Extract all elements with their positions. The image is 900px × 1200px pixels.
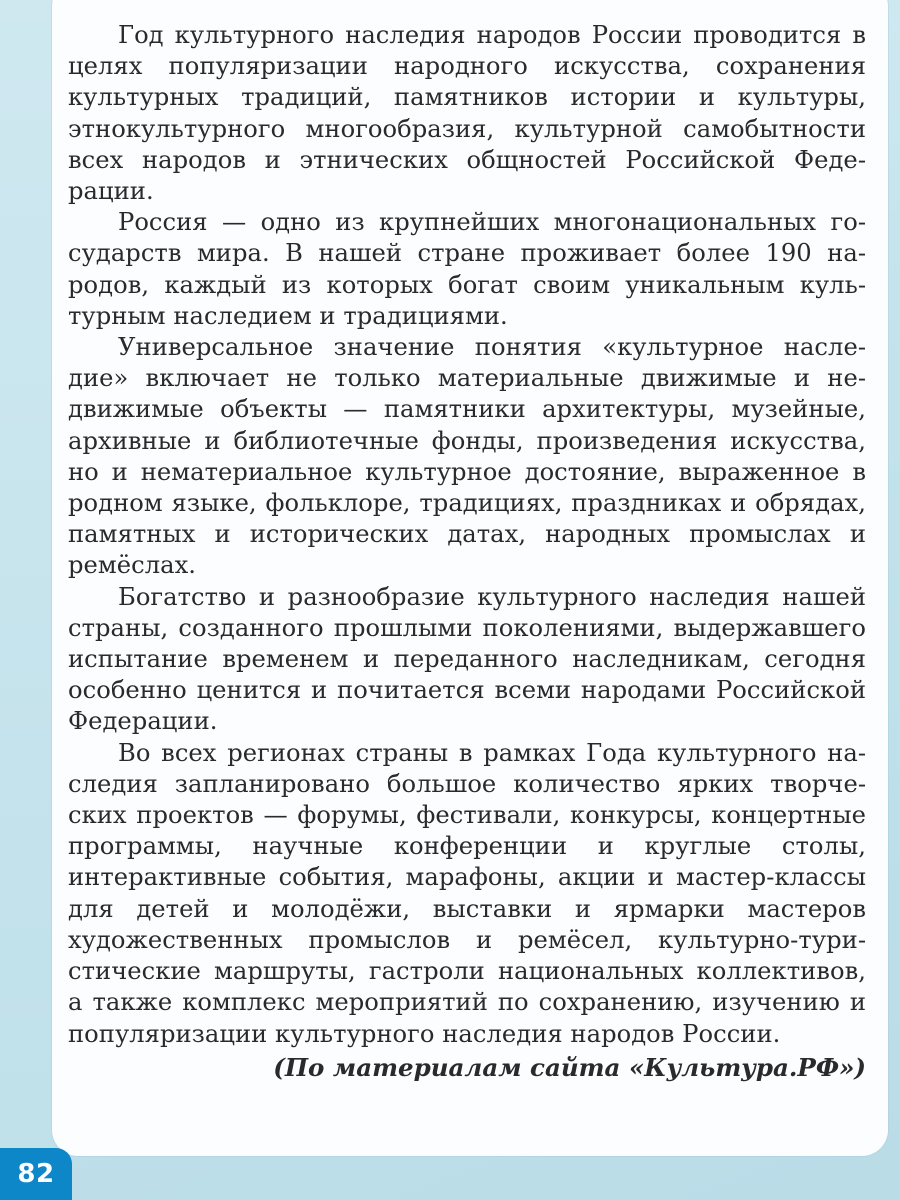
page-number: 82 — [0, 1148, 72, 1200]
paragraph-4: Богатство и разнообразие культурного наследия нашей страны, созданного прошлыми поколениями, выдержавшего испытание временем и переданного наследникам, сегодня особенно ценится и почитается всеми народами Российской Федерации. — [68, 582, 866, 736]
paragraph-2: Россия — одно из крупнейших многонациональных государств мира. В нашей стране проживает более 190 народов, каждый из которых богат своим уникальным культурным наследием и традициями. — [68, 208, 866, 330]
source-citation: (По материалам сайта «Культура.РФ») — [273, 1052, 866, 1082]
paragraph-1: Год культурного наследия народов России проводится в целях популяризации народного искусства, сохранения культурных традиций, памятников истории и культуры, этнокультурного многообразия, культурной самобытности всех народов и этнических общностей Российской Федерации. — [68, 21, 866, 206]
page-margin — [0, 0, 60, 1200]
text-card — [52, 0, 888, 1156]
paragraph-3: Универсальное значение понятия «культурное наследие» включает не только материальные движимые и недвижимые объекты — памятники архитектуры, музейные, архивные и библиотечные фонды, произведения искусства, но и нематериальное культурное достояние, выраженное в родном языке, фольклоре, традициях, праздниках и обрядах, памятных и исторических датах, народных промыслах и ремёслах. — [68, 333, 866, 580]
paragraph-5: Во всех регионах страны в рамках Года культурного наследия запланировано большое количество ярких творческих проектов — форумы, фестивали, конкурсы, концертные программы, научные конференции и круглые столы, интерактивные события, марафоны, акции и мастер-классы для детей и молодёжи, выставки и ярмарки мастеров художественных промыслов и ремёсел, культурно-туристические маршруты, гастроли национальных коллективов, а также комплекс мероприятий по сохранению, изучению и популяризации культурного наследия народов России. — [68, 738, 866, 1048]
